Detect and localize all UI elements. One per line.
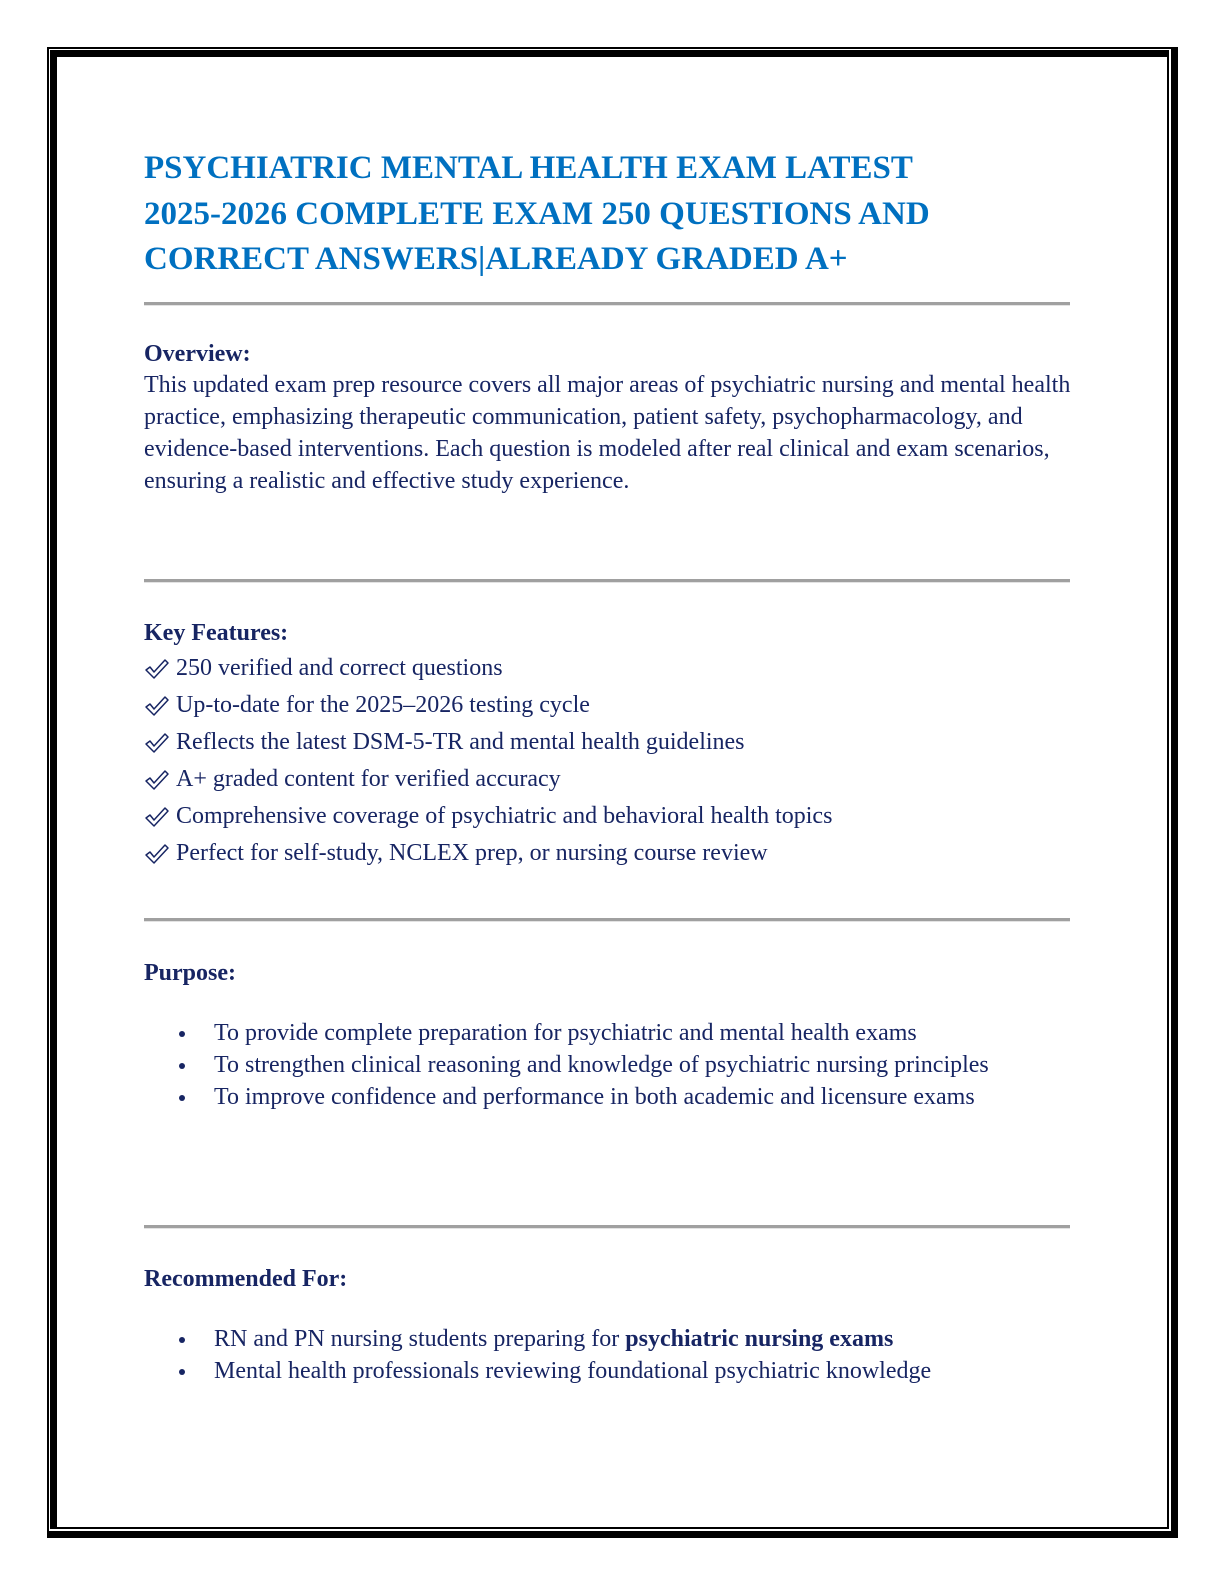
title-line: PSYCHIATRIC MENTAL HEALTH EXAM LATEST: [144, 150, 913, 186]
list-item-text: RN and PN nursing students preparing for: [214, 1326, 626, 1352]
feature-text: Reflects the latest DSM-5-TR and mental health guidelines: [176, 729, 745, 755]
bullet-icon: [179, 1337, 185, 1343]
recommended-heading: Recommended For:: [144, 1266, 348, 1292]
list-item: [144, 1049, 1044, 1081]
list-item-emphasis: psychiatric nursing exams: [625, 1326, 894, 1352]
list-item: [144, 1017, 1044, 1049]
divider: [144, 918, 1070, 922]
check-outline-icon: [144, 769, 170, 791]
bullet-icon: [179, 1063, 185, 1069]
feature-text: 250 verified and correct questions: [176, 655, 503, 681]
bullet-icon: [179, 1095, 185, 1101]
feature-text: Perfect for self-study, NCLEX prep, or nursing course review: [176, 840, 768, 866]
purpose-heading: Purpose:: [144, 960, 236, 986]
list-item: [144, 1323, 1044, 1355]
check-outline-icon: [144, 695, 170, 717]
divider: [144, 302, 1070, 306]
key-features-list: [144, 650, 832, 872]
feature-text: Up-to-date for the 2025–2026 testing cycle: [176, 692, 590, 718]
divider: [144, 579, 1070, 583]
feature-item: [144, 687, 832, 724]
check-outline-icon: [144, 843, 170, 865]
check-outline-icon: [144, 806, 170, 828]
overview-paragraph: This updated exam prep resource covers all major areas of psychiatric nursing and mental health practice, emphasizing therapeutic communication, patient safety, psychopharmacology, and evidence-based interventions. Each question is modeled after real clinical and exam scenarios, ensuring a realistic and effective study experience.: [144, 372, 1071, 494]
list-item-text: To strengthen clinical reasoning and knowledge of psychiatric nursing principles: [214, 1052, 989, 1078]
list-item: [144, 1355, 1044, 1387]
feature-text: A+ graded content for verified accuracy: [176, 766, 561, 792]
bullet-icon: [179, 1369, 185, 1375]
title-line: 2025-2026 COMPLETE EXAM 250 QUESTIONS AND: [144, 195, 930, 232]
list-item-text: To improve confidence and performance in both academic and licensure exams: [214, 1084, 975, 1110]
title-line: CORRECT ANSWERS|ALREADY GRADED A+: [144, 241, 848, 277]
feature-text: Comprehensive coverage of psychiatric and behavioral health topics: [176, 803, 833, 829]
feature-item: [144, 724, 832, 761]
divider: [144, 1225, 1070, 1229]
feature-item: [144, 761, 832, 798]
recommended-list: [144, 1323, 1044, 1387]
document-title: [144, 146, 1084, 283]
list-item: [144, 1081, 1044, 1113]
feature-item: [144, 835, 832, 872]
feature-item: [144, 650, 832, 687]
overview-heading: Overview:: [144, 341, 251, 367]
check-outline-icon: [144, 732, 170, 754]
list-item-text: To provide complete preparation for psychiatric and mental health exams: [214, 1020, 917, 1046]
bullet-icon: [179, 1031, 185, 1037]
list-item-text: Mental health professionals reviewing foundational psychiatric knowledge: [214, 1358, 932, 1384]
purpose-list: [144, 1017, 1044, 1113]
key-features-heading: Key Features:: [144, 620, 289, 646]
check-outline-icon: [144, 658, 170, 680]
feature-item: [144, 798, 832, 835]
